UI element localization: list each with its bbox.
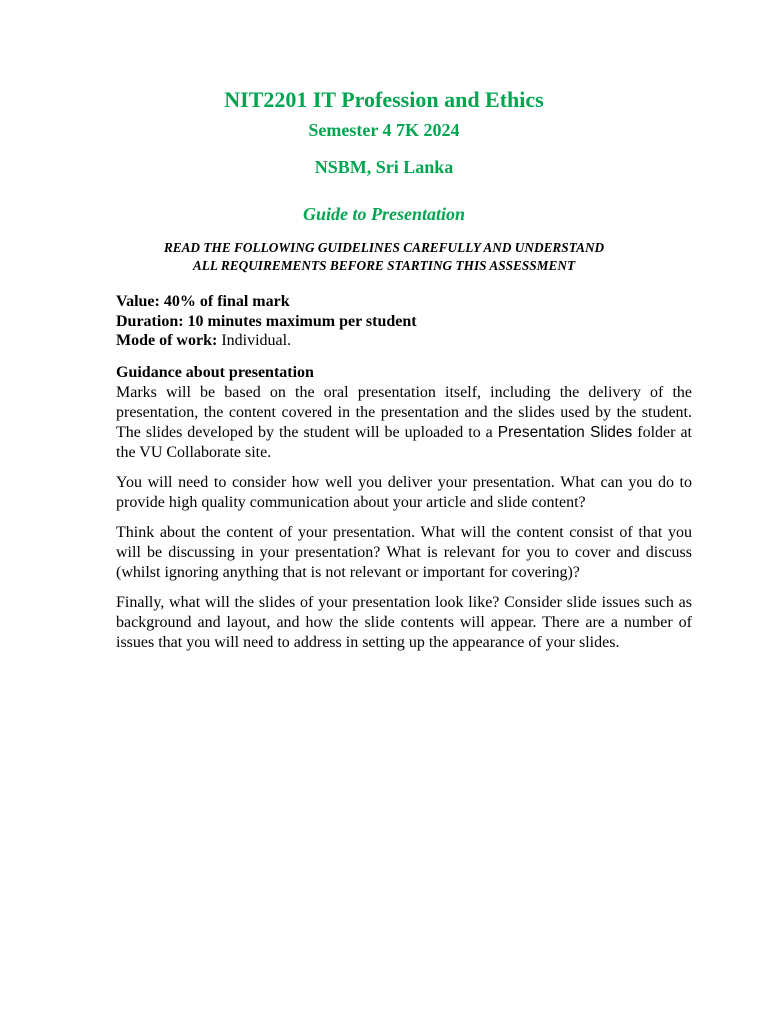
warning-notice bbox=[0, 239, 768, 275]
mode-line bbox=[116, 331, 417, 351]
guidance-paragraph-3: Think about the content of your presentation. What will the content consist of that you will be discussing in your presentation? What is relevant for you to cover and discuss (whilst ignoring anything that is not relevant or important for covering)? bbox=[116, 524, 692, 581]
mode-value: Individual. bbox=[217, 332, 292, 349]
guidance-paragraph-4: Finally, what will the slides of your presentation look like? Consider slide issues such as background and layout, and how the slide contents will appear. There are a number of issues that you will need to address in setting up the appearance of your slides. bbox=[116, 594, 692, 651]
paragraph-1-text-a: Marks will be based on the oral presentation itself, including the delivery of the presentation, the content covered in the presentation and the slides used by the student. The slides developed by the student will be uploaded to a bbox=[116, 384, 692, 441]
guidance-paragraph-2: You will need to consider how well you deliver your presentation. What can you do to provide high quality communication about your article and slide content? bbox=[116, 474, 692, 511]
value-line: Value: 40% of final mark bbox=[116, 293, 290, 310]
duration-line: Duration: 10 minutes maximum per student bbox=[116, 312, 417, 330]
warning-line-2: ALL REQUIREMENTS BEFORE STARTING THIS ASSESSMENT bbox=[192, 258, 576, 273]
mode-label: Mode of work: bbox=[116, 332, 218, 349]
guide-title: Guide to Presentation bbox=[302, 204, 465, 224]
paragraph-1-text-b: folder at the VU Collaborate site. bbox=[116, 424, 692, 461]
guidance-paragraph-1 bbox=[116, 383, 692, 463]
presentation-slides-folder: Presentation Slides bbox=[497, 424, 633, 441]
guidance-heading: Guidance about presentation bbox=[116, 364, 314, 381]
guidance-section bbox=[116, 363, 692, 663]
assessment-meta bbox=[116, 292, 417, 351]
warning-line-1: READ THE FOLLOWING GUIDELINES CAREFULLY AND UNDERSTAND bbox=[163, 240, 605, 255]
semester-line: Semester 4 7K 2024 bbox=[308, 120, 460, 140]
institution-line: NSBM, Sri Lanka bbox=[314, 157, 454, 177]
course-title: NIT2201 IT Profession and Ethics bbox=[224, 87, 544, 112]
